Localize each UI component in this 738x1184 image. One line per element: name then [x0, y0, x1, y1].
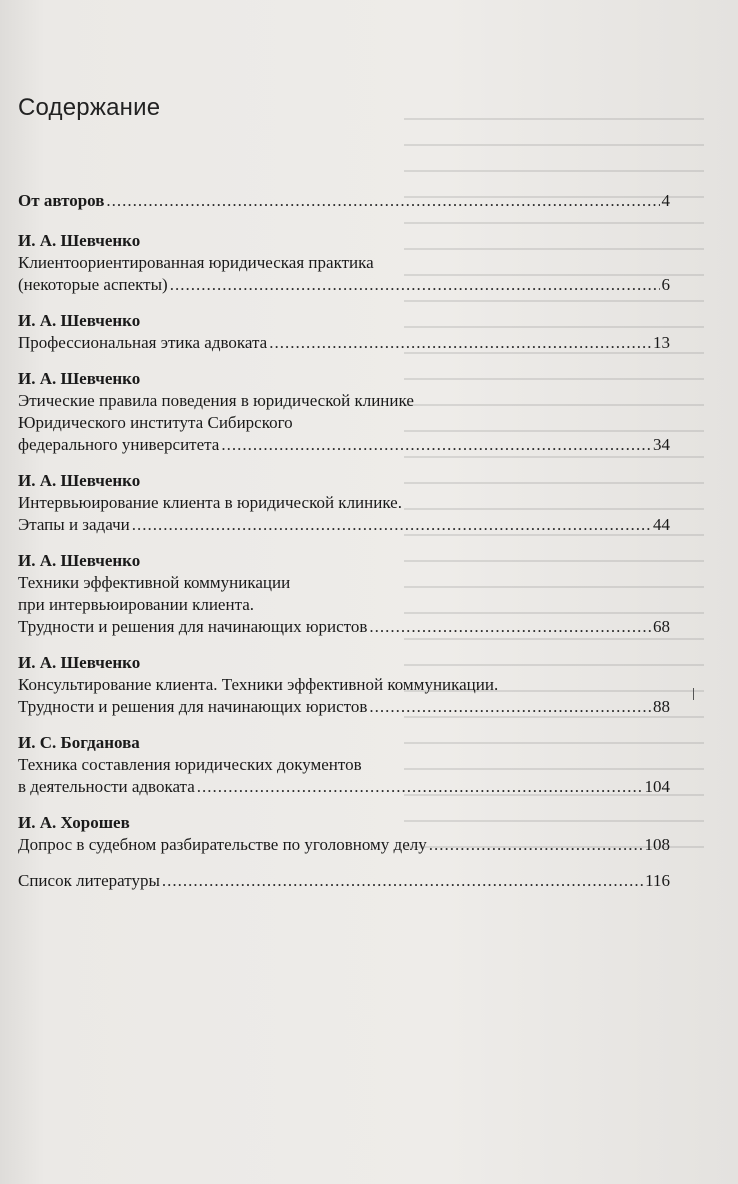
- toc-title-last-line: Трудности и решения для начинающих юристов: [18, 697, 368, 716]
- dot-leader: [170, 274, 660, 296]
- page-number: 108: [644, 835, 670, 854]
- toc-title-line: Юридического института Сибирского: [18, 413, 293, 432]
- toc-author: И. А. Шевченко: [18, 369, 141, 388]
- toc-row: [18, 514, 670, 536]
- toc-title-last-line: в деятельности адвоката: [18, 777, 195, 796]
- dot-leader: [269, 332, 651, 354]
- toc-title-line: Интервьюирование клиента в юридической клинике.: [18, 493, 402, 512]
- toc-title-last-line: федерального университета: [18, 435, 220, 454]
- toc-entry: [18, 230, 670, 296]
- page-number: 4: [661, 191, 670, 210]
- dot-leader: [369, 616, 651, 638]
- toc-title-line: Этические правила поведения в юридической клинике: [18, 391, 414, 410]
- toc-title-last-line: Профессиональная этика адвоката: [18, 333, 268, 352]
- page-number: 104: [644, 777, 670, 796]
- dot-leader: [106, 190, 659, 212]
- toc-row: [18, 434, 670, 456]
- page-number: 44: [653, 515, 670, 534]
- toc-title-last-line: (некоторые аспекты): [18, 275, 168, 294]
- page-number: 34: [653, 435, 670, 454]
- dot-leader: [132, 514, 651, 536]
- dot-leader: [429, 834, 643, 856]
- dot-leader: [197, 776, 643, 798]
- toc-row: [18, 190, 670, 212]
- toc-title-last-line: Трудности и решения для начинающих юристов: [18, 617, 368, 636]
- toc-title-last-line: Список литературы: [18, 871, 160, 890]
- toc-title-line: Техники эффективной коммуникации: [18, 573, 291, 592]
- toc-entry: [18, 870, 670, 892]
- dot-leader: [162, 870, 643, 892]
- toc-author: И. А. Шевченко: [18, 551, 141, 570]
- page-number: 13: [653, 333, 670, 352]
- page-number: 116: [645, 871, 670, 890]
- page-title: Содержание: [18, 94, 161, 121]
- toc-title-last-line: Этапы и задачи: [18, 515, 130, 534]
- page-number: 88: [653, 697, 670, 716]
- dot-leader: [369, 696, 651, 718]
- toc-entry: [18, 470, 670, 536]
- page-mark: [693, 688, 694, 700]
- page-number: 68: [653, 617, 670, 636]
- toc-row: [18, 834, 670, 856]
- page-number: 6: [661, 275, 670, 294]
- toc-title-line: при интервьюировании клиента.: [18, 595, 254, 614]
- toc-author: И. А. Шевченко: [18, 311, 141, 330]
- toc-title-last-line: Допрос в судебном разбирательстве по уголовному делу: [18, 835, 427, 854]
- toc-entry: [18, 190, 670, 212]
- toc-entry: [18, 550, 670, 638]
- toc-author: И. А. Шевченко: [18, 471, 141, 490]
- toc-author: И. А. Шевченко: [18, 231, 141, 250]
- toc-title-line: Техника составления юридических документов: [18, 755, 362, 774]
- toc-row: [18, 616, 670, 638]
- toc-title-line: Консультирование клиента. Техники эффективной коммуникации.: [18, 675, 499, 694]
- toc-row: [18, 776, 670, 798]
- toc-row: [18, 274, 670, 296]
- toc-title-last-line: От авторов: [18, 191, 105, 210]
- toc-entry: [18, 310, 670, 354]
- toc-author: И. С. Богданова: [18, 733, 140, 752]
- toc-title-line: Клиентоориентированная юридическая практика: [18, 253, 374, 272]
- toc-entry: [18, 732, 670, 798]
- toc-row: [18, 696, 670, 718]
- toc-entry: [18, 652, 670, 718]
- toc-author: И. А. Шевченко: [18, 653, 141, 672]
- dot-leader: [221, 434, 651, 456]
- toc-author: И. А. Хорошев: [18, 813, 130, 832]
- toc-entry: [18, 368, 670, 456]
- toc-row: [18, 870, 670, 892]
- table-of-contents: [18, 190, 670, 892]
- toc-entry: [18, 812, 670, 856]
- toc-row: [18, 332, 670, 354]
